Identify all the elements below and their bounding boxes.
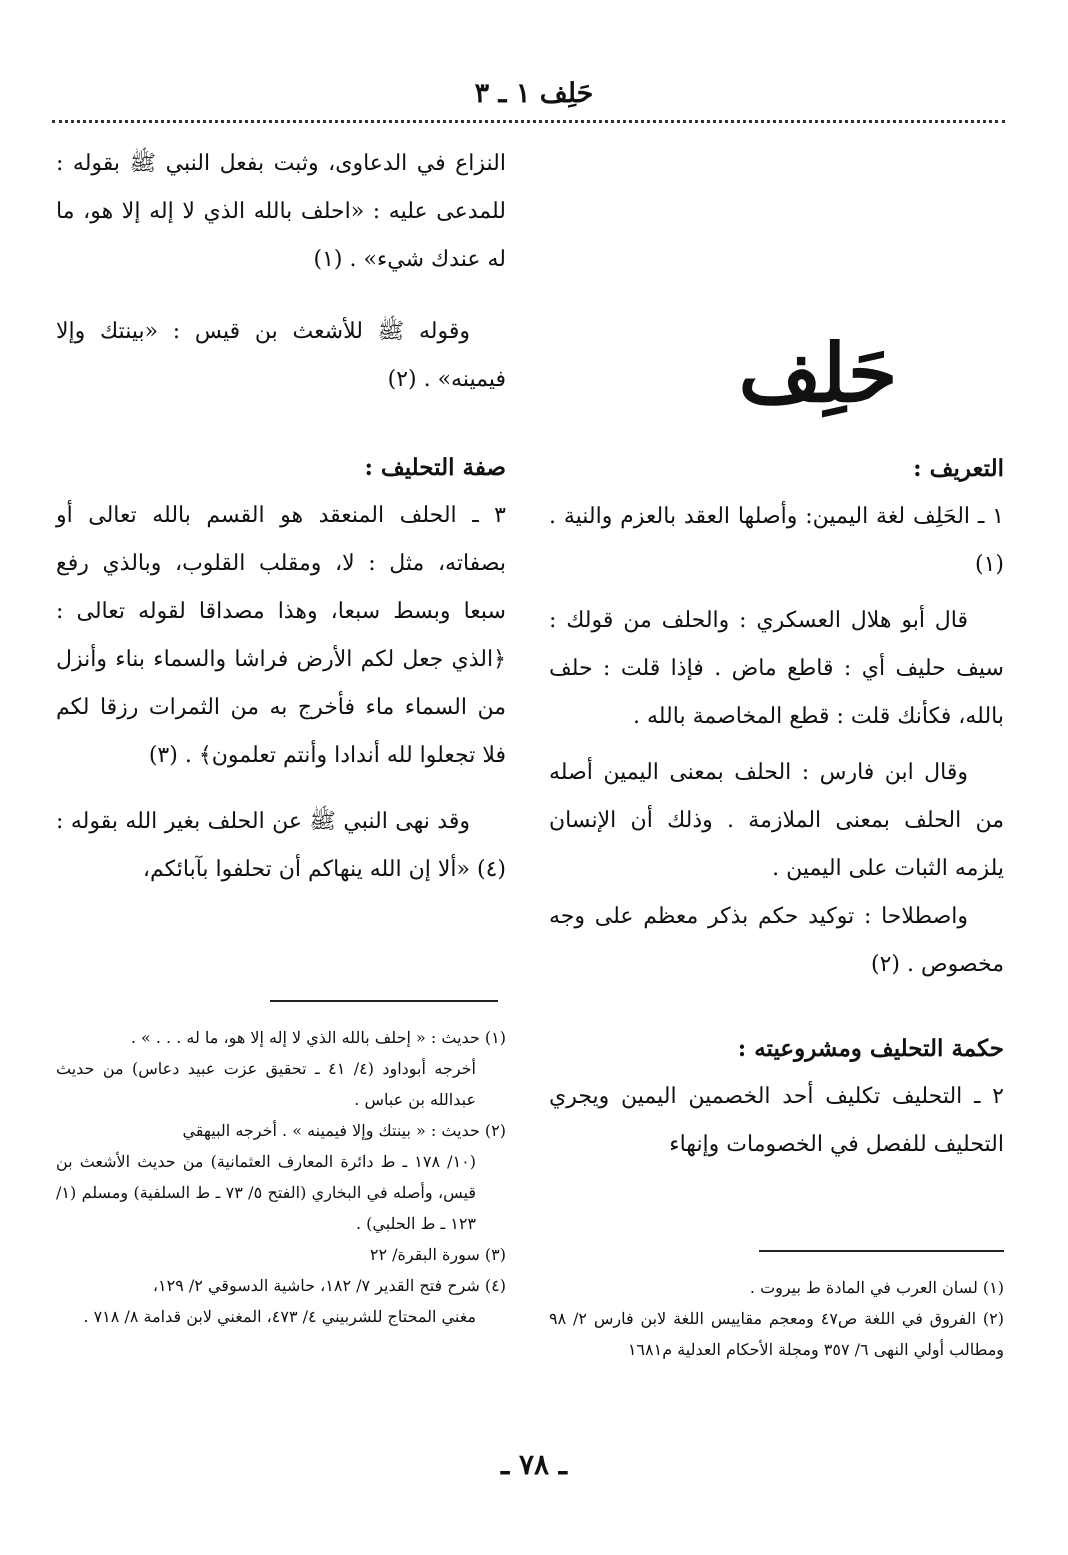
left-footnote-1-continued: أخرجه أبوداود (٤/ ٤١ ـ تحقيق عزت عبيد دعاس) من حديث عبدالله بن عباس . bbox=[56, 1059, 476, 1109]
manner-paragraph: ٣ ـ الحلف المنعقد هو القسم بالله تعالى أو بصفاته، مثل : لا، ومقلب القلوب، وبالذي رفع سبعا وبسط سبعا، وهذا مصداقا لقوله تعالى : ﴿الذي جعل لكم الأرض فراشا والسماء بناء وأنزل من السماء ماء فأخرج به من الثمرات رزقا لكم فلا تجعلوا لله أندادا وأنتم تعلمون﴾ . (٣) bbox=[56, 503, 506, 768]
left-footnote-4-continued: مغني المحتاج للشربيني ٤/ ٤٧٣، المغني لابن قدامة ٨/ ٧١٨ . bbox=[83, 1307, 476, 1326]
definition-heading: التعريف : bbox=[913, 455, 1004, 482]
continuation-paragraph: النزاع في الدعاوى، وثبت بفعل النبي ﷺ بقوله : للمدعى عليه : «احلف بالله الذي لا إله إلا هو، ما له عندك شيء» . (١) bbox=[56, 151, 506, 272]
left-footnote-2: (٢) حديث : « بينتك وإلا فيمينه » . أخرجه البيهقي bbox=[182, 1121, 506, 1140]
wisdom-paragraph: ٢ ـ التحليف تكليف أحد الخصمين اليمين ويجري التحليف للفصل في الخصومات وإنهاء bbox=[549, 1084, 1004, 1157]
manner-heading: صفة التحليف : bbox=[364, 454, 506, 481]
left-footnote-4: (٤) شرح فتح القدير ٧/ ١٨٢، حاشية الدسوقي ٢/ ١٢٩، bbox=[152, 1276, 506, 1295]
entry-title: حَلِف bbox=[738, 326, 898, 420]
header-dotted-rule bbox=[52, 120, 1005, 123]
definition-paragraph-4: واصطلاحا : توكيد حكم بذكر معظم على وجه مخصوص . (٢) bbox=[549, 904, 1004, 977]
left-footnotes bbox=[56, 1022, 506, 1332]
definition-paragraph-2: قال أبو هلال العسكري : والحلف من قولك : سيف حليف أي : قاطع ماض . فإذا قلت : حلف بالله، فكأنك قلت : قطع المخاصمة بالله . bbox=[549, 608, 1004, 729]
page-number: ـ ٧٨ ـ bbox=[501, 1448, 567, 1481]
left-footnote-1: (١) حديث : « إحلف بالله الذي لا إله إلا هو، ما له . . . » . bbox=[130, 1028, 506, 1047]
left-footnote-2-continued: (١٠/ ١٧٨ ـ ط دائرة المعارف العثمانية) من حديث الأشعث بن قيس، وأصله في البخاري (الفتح ٥/ ٧٣ ـ ط السلفية) ومسلم (١/ ١٢٣ ـ ط الحلبي) . bbox=[56, 1152, 476, 1233]
prohibition-paragraph: وقد نهى النبي ﷺ عن الحلف بغير الله بقوله : (٤) «ألا إن الله ينهاكم أن تحلفوا بآبائكم، bbox=[56, 809, 506, 882]
right-footnote-2: (٢) الفروق في اللغة ص٤٧ ومعجم مقاييس اللغة لابن فارس ٢/ ٩٨ ومطالب أولي النهى ٦/ ٣٥٧ ومجلة الأحكام العدلية م١٦٨١ bbox=[549, 1309, 1004, 1359]
definition-paragraph-1: ١ ـ الحَلِف لغة اليمين: وأصلها العقد بالعزم والنية . (١) bbox=[549, 504, 1004, 577]
right-footnote-1: (١) لسان العرب في المادة ط بيروت . bbox=[749, 1278, 1004, 1297]
ashath-paragraph: وقوله ﷺ للأشعث بن قيس : «بينتك وإلا فيمينه» . (٢) bbox=[56, 319, 506, 392]
left-column bbox=[56, 140, 506, 894]
right-footnote-rule bbox=[759, 1250, 1004, 1252]
wisdom-heading: حكمة التحليف ومشروعيته : bbox=[737, 1035, 1004, 1062]
running-head: حَلِف ١ ـ ٣ bbox=[474, 78, 594, 109]
right-column bbox=[549, 445, 1004, 1169]
left-footnote-3: (٣) سورة البقرة/ ٢٢ bbox=[369, 1245, 506, 1264]
right-footnotes bbox=[549, 1272, 1004, 1365]
definition-paragraph-3: وقال ابن فارس : الحلف بمعنى اليمين أصله من الحلف بمعنى الملازمة . وذلك أن الإنسان يلزمه الثبات على اليمين . bbox=[549, 760, 1004, 881]
left-footnote-rule bbox=[270, 1000, 498, 1002]
